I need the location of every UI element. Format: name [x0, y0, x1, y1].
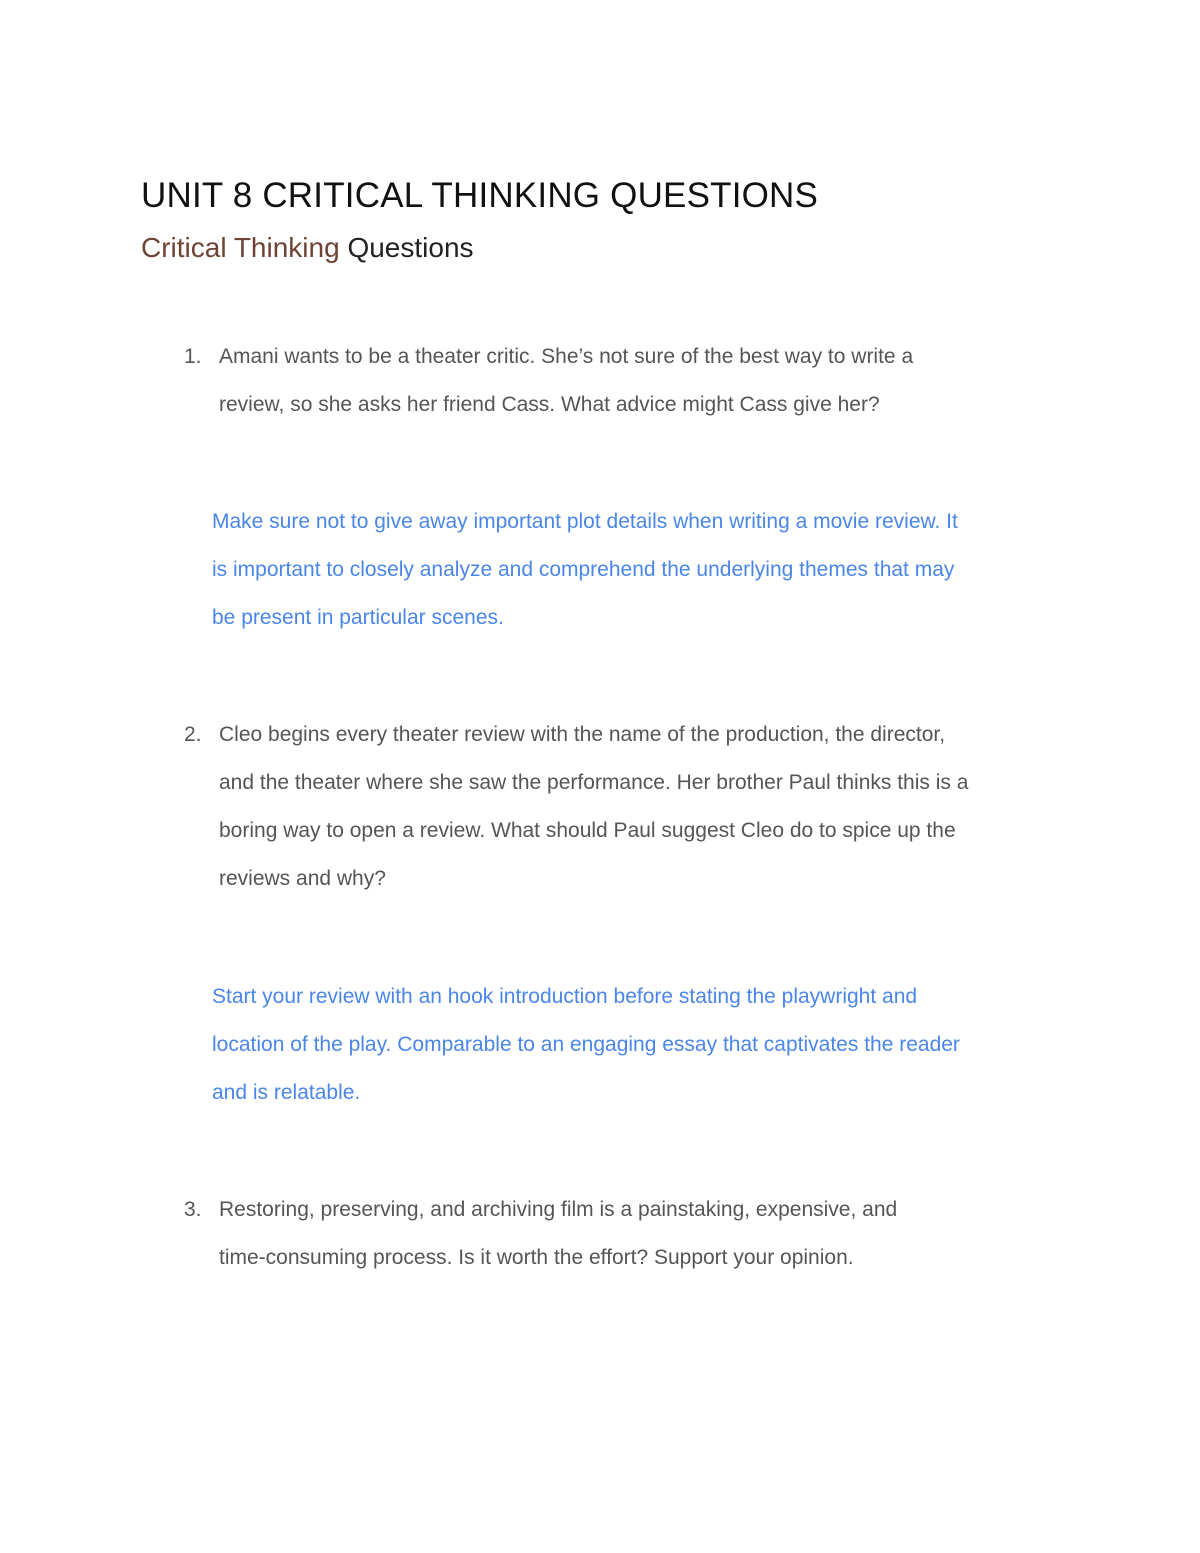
answer-1-text [212, 498, 1092, 642]
answer-1-line-1: Make sure not to give away important plot details when writing a movie review. It [212, 510, 958, 533]
question-1-line-1: Amani wants to be a theater critic. She’s not sure of the best way to write a [219, 345, 914, 368]
answer-2-line-2: location of the play. Comparable to an engaging essay that captivates the reader [212, 1033, 960, 1056]
question-3-text [219, 1186, 1079, 1282]
question-3-line-2: time-consuming process. Is it worth the effort? Support your opinion. [219, 1246, 854, 1269]
answer-1-line-3: be present in particular scenes. [212, 606, 504, 629]
question-1-number: 1. [184, 345, 202, 368]
subtitle-plain-text: Questions [339, 232, 474, 263]
question-2-line-3: boring way to open a review. What should Paul suggest Cleo do to spice up the [219, 819, 956, 842]
question-2-line-4: reviews and why? [219, 867, 386, 890]
question-2-text [219, 711, 1079, 903]
subtitle-accent-text: Critical Thinking [141, 232, 340, 263]
page-title: UNIT 8 CRITICAL THINKING QUESTIONS [141, 176, 819, 215]
question-1-text [219, 333, 1079, 429]
answer-1-line-2: is important to closely analyze and comprehend the underlying themes that may [212, 558, 955, 581]
question-1-line-2: review, so she asks her friend Cass. What advice might Cass give her? [219, 393, 880, 416]
question-2-line-1: Cleo begins every theater review with the name of the production, the director, [219, 723, 946, 746]
question-3-line-1: Restoring, preserving, and archiving film is a painstaking, expensive, and [219, 1198, 898, 1221]
question-2-number: 2. [184, 723, 202, 746]
page-subtitle [141, 232, 474, 264]
question-2-line-2: and the theater where she saw the performance. Her brother Paul thinks this is a [219, 771, 969, 794]
question-3-number: 3. [184, 1198, 202, 1221]
answer-2-line-3: and is relatable. [212, 1081, 361, 1104]
answer-2-text [212, 973, 1092, 1117]
answer-2-line-1: Start your review with an hook introduction before stating the playwright and [212, 985, 918, 1008]
